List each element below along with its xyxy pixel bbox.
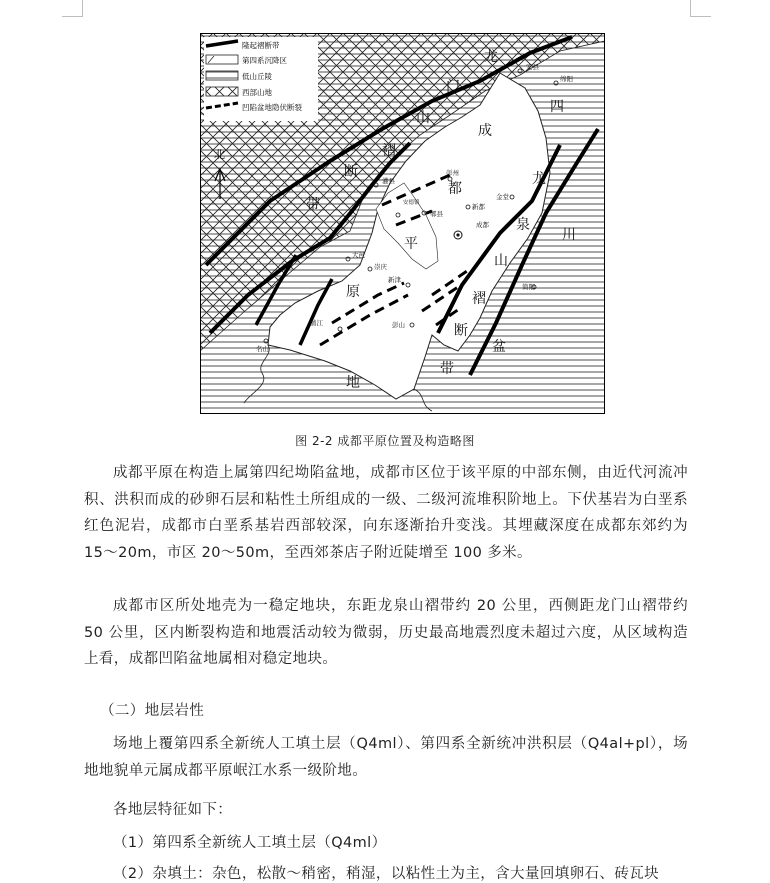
region-char: 川 (562, 227, 576, 243)
legend-label-fold-belt: 隆起褶断带 (242, 41, 280, 50)
town-label: 新津 (388, 276, 401, 284)
list-item-2: （2）杂填土：杂色，松散～稍密，稍湿，以粘性土为主，含大量回填卵石、砖瓦块 (113, 866, 660, 882)
town-label: 安县 (526, 63, 539, 71)
town-label: 绵阳 (560, 75, 573, 83)
list-item-1: （1）第四系全新统人工填土层（Q4ml） (113, 835, 387, 851)
figure-caption: 图 2-2 成都平原位置及构造略图 (295, 434, 475, 448)
region-char: 都 (448, 181, 462, 197)
north-label: 北 (214, 148, 225, 161)
legend-swatch-western-mountains (206, 87, 238, 96)
town-label: 大邑 (352, 251, 365, 259)
town-label: 崇庆 (374, 263, 387, 271)
region-char: 断 (454, 323, 468, 339)
region-char: 褶 (382, 143, 396, 159)
region-char: 山 (416, 110, 430, 126)
region-char: 四 (550, 99, 564, 115)
town-label: 简阳 (522, 283, 535, 291)
region-char: 带 (306, 197, 320, 213)
town-label: 彭州 (446, 169, 459, 177)
region-char: 断 (344, 164, 358, 180)
region-char: 平 (404, 236, 418, 252)
legend-label-low-hills: 低山丘陵 (242, 72, 272, 81)
region-char: 龙 (532, 171, 546, 187)
region-char: 泉 (516, 217, 530, 233)
page-corner-mark-left (62, 0, 83, 17)
body-paragraph-4: 各地层特征如下： (113, 802, 233, 818)
body-paragraph-2: 成都市区所处地壳为一稳定地块，东距龙泉山褶带约 20 公里，西侧距龙门山褶带约 50 公里，区内断裂构造和地震活动较为微弱，历史最高地震烈度未超过六度，从区域构造上看，成都凹陷盆地属相对稳定地块。 (84, 598, 688, 668)
region-char: 盆 (492, 339, 506, 355)
section-heading: （二）地层岩性 (100, 703, 205, 719)
region-char: 原 (346, 284, 360, 300)
town-label: 彭山 (392, 321, 405, 329)
town-label: 新都 (472, 203, 485, 211)
legend-swatch-low-hills (206, 71, 238, 80)
region-char: 门 (446, 79, 460, 95)
body-paragraph-1: 成都平原在构造上属第四纪坳陷盆地，成都市区位于该平原的中部东侧，由近代河流冲积、洪积而成的砂卵石层和粘性土所组成的一级、二级河流堆积阶地上。下伏基岩为白垩系红色泥岩，成都市白垩系基岩西部较深，向东逐渐抬升变浅。其埋藏深度在成都东郊约为 15～20m，市区 20～50m，至西郊茶店子附近陡增至 100 多米。 (84, 465, 688, 562)
page-corner-mark-right (690, 0, 711, 17)
region-char: 褶 (472, 291, 486, 307)
town-label: 名山 (256, 345, 269, 353)
body-paragraph-3: 场地上覆第四系全新统人工填土层（Q4ml）、第四系全新统冲洪积层（Q4al+pl），场地地貌单元属成都平原岷江水系一级阶地。 (84, 736, 688, 779)
region-char: 成 (478, 123, 492, 139)
town-label: 蒲江 (310, 319, 323, 327)
region-char: 地 (346, 375, 360, 391)
town-label: 金堂 (496, 193, 509, 201)
map-legend (204, 37, 318, 121)
region-char: 带 (440, 361, 454, 377)
legend-label-concealed-fault: 凹陷盆地隐伏断裂 (242, 103, 302, 112)
legend-label-subsidence: 第四系沉降区 (242, 56, 287, 65)
chengdu-plain-tectonic-map (200, 33, 605, 414)
town-label: 成都 (476, 221, 489, 229)
region-char: 山 (494, 253, 508, 269)
town-label: 灌县 (382, 177, 395, 185)
town-label: 郫县 (430, 210, 443, 218)
town-label: 安德镇 (403, 200, 420, 206)
legend-label-western-mountains: 西部山地 (242, 88, 272, 97)
region-char: 龙 (484, 49, 498, 65)
